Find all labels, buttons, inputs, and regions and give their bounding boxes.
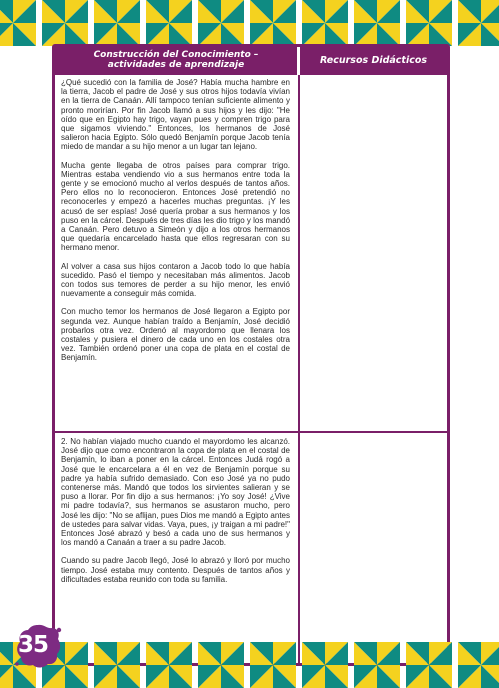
- story-paragraph: Con mucho temor los hermanos de José llegaron a Egipto por segunda vez. Aunque habían traído a Benjamín, José decidió probarlos otra vez. Ordenó al mayordomo que llenara los costales y pusiera el dinero de cada uno en los costales otra vez. También ordenó poner una copa de plata en el costal de Benjamín.: [61, 307, 290, 363]
- header-knowledge-construction: [55, 47, 297, 75]
- header-left-line2: actividades de aprendizaje: [107, 60, 245, 70]
- header-left-line1: Construcción del Conocimiento –: [93, 50, 259, 60]
- lesson-table: [52, 44, 450, 666]
- story-paragraph: 2. No habían viajado mucho cuando el mayordomo les alcanzó. José dijo que como encontraron la copa de plata en el costal de Benjamín, lo iban a poner en la cárcel. Entonces Judá rogó a José que le encarcelara a él en vez de Benjamín porque su padre ya había sufrido demasiado. Con eso José ya no pudo contenerse más. Mandó que todos los sirvientes salieran y se puso a llorar. Por fin dijo a sus hermanos: ¡Yo soy José! ¿Vive mi padre todavía?, sus hermanos se asustaron mucho, pero José les dijo: "No se aflijan, pues Dios me mandó a Egipto antes de ustedes para salvar vidas. Vaya, pues, ¡y traigan a mi padre!" Entonces José abrazó y besó a cada uno de sus hermanos y los mandó a Canaán a traer a su padre Jacob.: [61, 437, 290, 548]
- story-paragraph: Al volver a casa sus hijos contaron a Jacob todo lo que había sucedido. Pasó el tiempo y necesitaban más alimentos. Jacob con todos sus temores de perder a su hijo menor, les envió nuevamente a conseguir más comida.: [61, 261, 290, 299]
- page-number: 35: [18, 632, 49, 658]
- pinwheel-pattern: [0, 642, 499, 688]
- story-paragraph: Mucha gente llegaba de otros países para comprar trigo. Mientras estaba vendiendo vio a sus hermanos entre toda la gente y se emocionó mucho al verlos después de tantos años. Pero ellos no lo reconocieron. Entonces José pretendió no reconocerles y empezó a hacerles muchas preguntas. ¡Y les acusó de ser espías! José quería probar a sus hermanos y los puso en la cárcel. Después de tres días les dio trigo y los mandó a Canaán. Pero detuvo a Simeón y dijo a los otros hermanos que quedaría encarcelado hasta que ellos regresaran con su hermano menor.: [61, 160, 291, 253]
- header-didactic-resources: Recursos Didácticos: [319, 55, 428, 66]
- story-paragraph: ¿Qué sucedió con la familia de José? Había mucha hambre en la tierra, Jacob el padre de José y sus otros hijos todavía vivían en la tierra de Canaán. Allí tampoco tenían suficiente alimento y pronto morirían. Por fin Jacob llamó a sus hijos y les dijo: "He oído que en Egipto hay trigo, vayan pues y compren trigo para que sigamos viviendo." Entonces, los hermanos de José salieron hacia Egipto. Sólo quedó Benjamín porque Jacob tenía miedo de mandar a su hijo menor a un lugar tan lejano.: [61, 78, 290, 152]
- column-divider: [298, 75, 300, 663]
- pinwheel-pattern: [0, 0, 499, 46]
- table-header: [55, 47, 447, 75]
- row-divider: [55, 431, 447, 433]
- story-section-2: [61, 437, 290, 584]
- top-pinwheel-border: [0, 0, 499, 46]
- story-section-1: [61, 78, 290, 363]
- bottom-pinwheel-border: [0, 642, 499, 688]
- story-paragraph: Cuando su padre Jacob llegó, José lo abrazó y lloró por mucho tiempo. José estaba muy contento. Después de tantos años y dificultades estaba reunido con toda su familia.: [61, 556, 290, 584]
